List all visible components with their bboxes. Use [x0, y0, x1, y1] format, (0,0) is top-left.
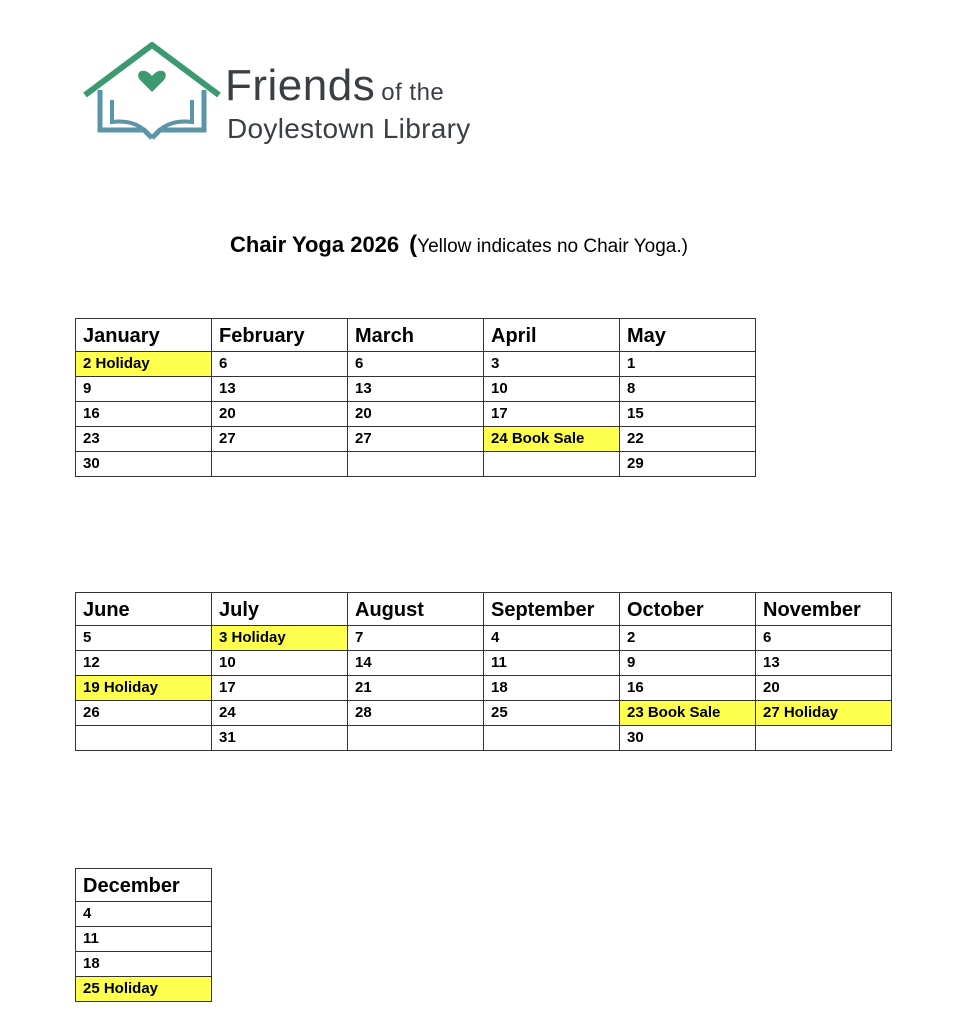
date-cell: 20: [756, 676, 892, 701]
date-cell: 3: [484, 352, 620, 377]
date-cell: 10: [484, 377, 620, 402]
date-cell: 10: [212, 651, 348, 676]
date-row: [76, 701, 892, 726]
logo: [82, 40, 502, 150]
date-cell: 21: [348, 676, 484, 701]
month-header-row: [76, 319, 756, 352]
date-cell: 30: [76, 452, 212, 477]
date-cell: 5: [76, 626, 212, 651]
date-row: [76, 726, 892, 751]
date-cell: 25: [484, 701, 620, 726]
logo-friends: Friends: [225, 61, 376, 110]
date-row: [76, 626, 892, 651]
date-cell: 6: [756, 626, 892, 651]
date-cell: 20: [348, 402, 484, 427]
logo-text-library: Doylestown Library: [227, 113, 471, 144]
date-cell: 24: [212, 701, 348, 726]
month-header: July: [212, 593, 348, 626]
date-cell: [76, 726, 212, 751]
date-cell: 27 Holiday: [756, 701, 892, 726]
date-row: [76, 452, 756, 477]
date-row: [76, 902, 212, 927]
title-note: Yellow indicates no Chair Yoga.): [417, 236, 688, 257]
date-cell: [212, 452, 348, 477]
month-header: April: [484, 319, 620, 352]
date-cell: 24 Book Sale: [484, 427, 620, 452]
month-header: May: [620, 319, 756, 352]
date-cell: [756, 726, 892, 751]
date-cell: 1: [620, 352, 756, 377]
date-cell: 2 Holiday: [76, 352, 212, 377]
date-cell: 14: [348, 651, 484, 676]
date-row: [76, 651, 892, 676]
month-header-row: [76, 593, 892, 626]
logo-text-friends: [225, 61, 445, 115]
date-cell: [484, 452, 620, 477]
date-cell: 19 Holiday: [76, 676, 212, 701]
date-cell: 13: [212, 377, 348, 402]
month-header-row: [76, 869, 212, 902]
date-cell: 2: [620, 626, 756, 651]
date-row: [76, 952, 212, 977]
date-cell: 17: [212, 676, 348, 701]
date-cell: 4: [484, 626, 620, 651]
date-cell: 18: [76, 952, 212, 977]
date-cell: 23: [76, 427, 212, 452]
page-title: [230, 230, 830, 263]
date-cell: 20: [212, 402, 348, 427]
date-cell: 18: [484, 676, 620, 701]
date-cell: 8: [620, 377, 756, 402]
date-cell: 26: [76, 701, 212, 726]
date-cell: 27: [212, 427, 348, 452]
date-cell: 17: [484, 402, 620, 427]
date-cell: 6: [348, 352, 484, 377]
date-row: [76, 352, 756, 377]
date-cell: 31: [212, 726, 348, 751]
date-row: [76, 676, 892, 701]
logo-of-the: of the: [381, 79, 445, 106]
date-cell: 27: [348, 427, 484, 452]
date-cell: 4: [76, 902, 212, 927]
month-header: February: [212, 319, 348, 352]
month-header: October: [620, 593, 756, 626]
date-cell: 11: [76, 927, 212, 952]
date-cell: [484, 726, 620, 751]
date-row: [76, 427, 756, 452]
date-cell: 16: [76, 402, 212, 427]
date-row: [76, 977, 212, 1002]
month-header: November: [756, 593, 892, 626]
date-cell: [348, 452, 484, 477]
date-cell: 16: [620, 676, 756, 701]
date-cell: 7: [348, 626, 484, 651]
title-paren: (: [409, 231, 418, 258]
month-header: June: [76, 593, 212, 626]
date-cell: 22: [620, 427, 756, 452]
date-cell: 28: [348, 701, 484, 726]
date-cell: 9: [76, 377, 212, 402]
month-header: March: [348, 319, 484, 352]
date-cell: 11: [484, 651, 620, 676]
date-cell: [348, 726, 484, 751]
date-cell: 25 Holiday: [76, 977, 212, 1002]
month-header: September: [484, 593, 620, 626]
schedule-table-jun-nov: [75, 592, 892, 751]
month-header: January: [76, 319, 212, 352]
date-cell: 3 Holiday: [212, 626, 348, 651]
date-cell: 13: [348, 377, 484, 402]
date-row: [76, 377, 756, 402]
month-header: December: [76, 869, 212, 902]
month-header: August: [348, 593, 484, 626]
date-cell: 6: [212, 352, 348, 377]
library-house-book-icon: [82, 40, 222, 145]
date-cell: 29: [620, 452, 756, 477]
date-cell: 13: [756, 651, 892, 676]
schedule-table-dec: [75, 868, 212, 1002]
title-main: Chair Yoga 2026: [230, 232, 400, 257]
date-cell: 15: [620, 402, 756, 427]
date-cell: 23 Book Sale: [620, 701, 756, 726]
date-cell: 30: [620, 726, 756, 751]
date-row: [76, 927, 212, 952]
date-cell: 12: [76, 651, 212, 676]
date-row: [76, 402, 756, 427]
schedule-table-jan-may: [75, 318, 756, 477]
date-cell: 9: [620, 651, 756, 676]
